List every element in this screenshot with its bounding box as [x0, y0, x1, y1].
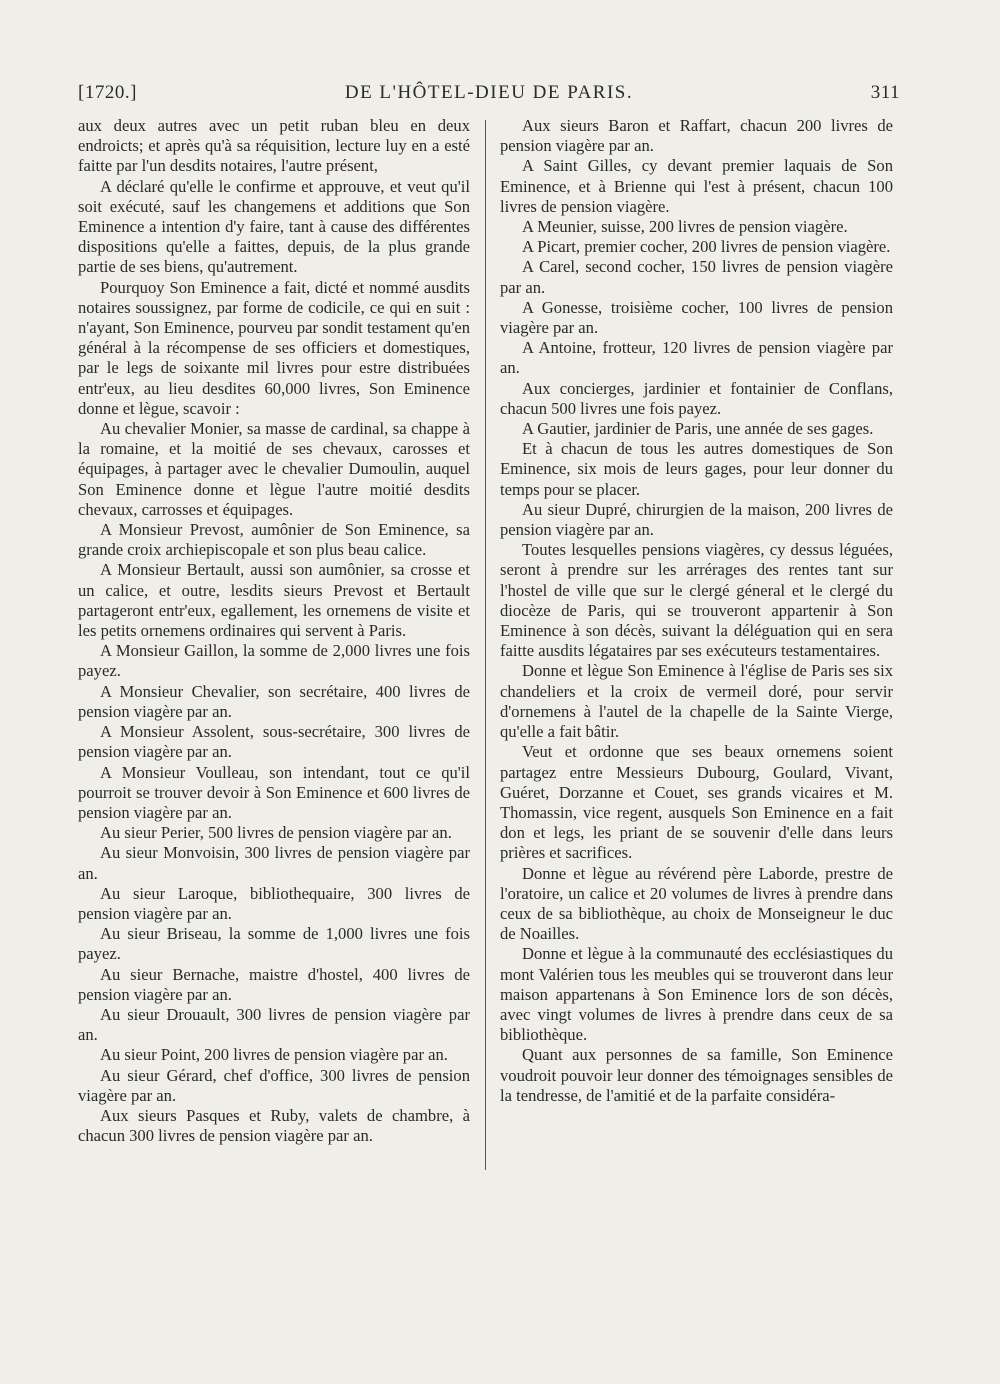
paragraph: Toutes lesquelles pensions viagères, cy dessus léguées, seront à prendre sur les arrérages des rentes tant sur l'hostel de ville que sur le clergé géneral et le clergé du diocèze de Paris, qui se trouveront appartenir à Son Eminence à son décès, suivant la déléguation qui en sera faitte ausdits légataires par ses exécuteurs testamentaires.: [500, 540, 893, 661]
paragraph: Aux concierges, jardinier et fontainier de Conflans, chacun 500 livres une fois payez.: [500, 378, 893, 418]
paragraph: Et à chacun de tous les autres domestiques de Son Eminence, six mois de leurs gages, pour leur donner du temps pour se placer.: [500, 439, 893, 499]
paragraph: A Monsieur Prevost, aumônier de Son Eminence, sa grande croix archiepiscopale et son plus beau calice.: [78, 520, 470, 560]
paragraph: Au sieur Bernache, maistre d'hostel, 400 livres de pension viagère par an.: [78, 964, 470, 1004]
paragraph: Quant aux personnes de sa famille, Son Eminence voudroit pouvoir leur donner des témoignages sensibles de la tendresse, de l'amitié et de la parfaite considéra-: [500, 1045, 893, 1105]
paragraph: aux deux autres avec un petit ruban bleu en deux endroicts; et après qu'à sa réquisition, lecture luy en a esté faitte par l'un desdits notaires, l'autre présent,: [78, 116, 470, 176]
header-title: DE L'HÔTEL-DIEU DE PARIS.: [344, 82, 634, 103]
left-column: [78, 116, 470, 1146]
paragraph: Au sieur Perier, 500 livres de pension viagère par an.: [100, 823, 452, 843]
paragraph: Au sieur Laroque, bibliothequaire, 300 livres de pension viagère par an.: [78, 883, 470, 923]
paragraph: A Monsieur Chevalier, son secrétaire, 400 livres de pension viagère par an.: [78, 681, 470, 721]
paragraph: Donne et lègue Son Eminence à l'église de Paris ses six chandeliers et la croix de vermeil doré, pour servir d'ornemens à l'autel de la chapelle de la Sainte Vierge, qu'elle a fait bâtir.: [500, 661, 893, 742]
paragraph: A déclaré qu'elle le confirme et approuve, et veut qu'il soit exécuté, sauf les changemens et additions que Son Eminence a intention d'y faire, tant à cause des différentes dispositions qu'elle a faittes, depuis, de la plus grande partie de ses biens, qu'autrement.: [78, 176, 470, 277]
paragraph: Au sieur Dupré, chirurgien de la maison, 200 livres de pension viagère par an.: [500, 499, 893, 540]
paragraph: A Saint Gilles, cy devant premier laquais de Son Eminence, et à Brienne qui l'est à présent, chacun 100 livres de pension viagère.: [500, 156, 893, 216]
paragraph: A Gautier, jardinier de Paris, une année de ses gages.: [522, 419, 874, 439]
paragraph: Veut et ordonne que ses beaux ornemens soient partagez entre Messieurs Dubourg, Goulard, Vivant, Guéret, Dorzanne et Couet, ses grands vicaires et M. Thomassin, vice regent, ausquels Son Eminence en a fait don et legs, les priant de se souvenir d'elle dans leurs prières et sacrifices.: [500, 742, 893, 863]
paragraph: Aux sieurs Baron et Raffart, chacun 200 livres de pension viagère par an.: [500, 116, 893, 156]
page-number: 311: [870, 82, 900, 103]
paragraph: A Gonesse, troisième cocher, 100 livres de pension viagère par an.: [500, 297, 893, 338]
paragraph: Donne et lègue à la communauté des ecclésiastiques du mont Valérien tous les meubles qui se trouveront dans leur maison appartenans à Son Eminence lors de son décès, avec vingt volumes de livres à prendre dans ceux de sa bibliothèque.: [500, 944, 893, 1045]
paragraph: A Antoine, frotteur, 120 livres de pension viagère par an.: [500, 338, 893, 378]
paragraph: A Monsieur Voulleau, son intendant, tout ce qu'il pourroit se trouver devoir à Son Eminence et 600 livres de pension viagère par an.: [78, 762, 470, 822]
paragraph: Au sieur Point, 200 livres de pension viagère par an.: [100, 1045, 448, 1065]
paragraph: Au sieur Monvoisin, 300 livres de pension viagère par an.: [78, 843, 470, 883]
paragraph: A Monsieur Bertault, aussi son aumônier, sa crosse et un calice, et outre, lesdits sieurs Prevost et Bertault partageront entr'eux, egallement, les ornemens de visite et les petits ornemens ordinaires qui servent à Paris.: [78, 560, 470, 641]
column-divider: [485, 120, 486, 1170]
paragraph: A Picart, premier cocher, 200 livres de pension viagère.: [522, 237, 891, 257]
header-year: [1720.]: [78, 82, 137, 103]
paragraph: Donne et lègue au révérend père Laborde, prestre de l'oratoire, un calice et 20 volumes de livres à prendre dans ceux de sa bibliothèque, au choix de Monseigneur le duc de Noailles.: [500, 863, 893, 944]
paragraph: Pourquoy Son Eminence a fait, dicté et nommé ausdits notaires soussignez, par forme de codicile, ce qui en suit : n'ayant, Son Eminence, pourveu par sondit testament qu'en général à la récompense de ses officiers et domestiques, par le legs de soixante mil livres pour estre distribuées entr'eux, au lieu desdites 60,000 livres, Son Eminence donne et lègue, scavoir :: [78, 277, 470, 418]
paragraph: A Carel, second cocher, 150 livres de pension viagère par an.: [500, 257, 893, 297]
paragraph: Au sieur Briseau, la somme de 1,000 livres une fois payez.: [78, 924, 470, 964]
running-header: [78, 82, 900, 112]
right-column: [500, 116, 893, 1106]
paragraph: A Monsieur Assolent, sous-secrétaire, 300 livres de pension viagère par an.: [78, 722, 470, 762]
paragraph: A Meunier, suisse, 200 livres de pension viagère.: [522, 217, 848, 237]
paragraph: Aux sieurs Pasques et Ruby, valets de chambre, à chacun 300 livres de pension viagère par an.: [78, 1105, 470, 1146]
paragraph: A Monsieur Gaillon, la somme de 2,000 livres une fois payez.: [78, 641, 470, 681]
paragraph: Au sieur Gérard, chef d'office, 300 livres de pension viagère par an.: [78, 1065, 470, 1105]
paragraph: Au chevalier Monier, sa masse de cardinal, sa chappe à la romaine, et la moitié de ses chevaux, carosses et équipages, à partager avec le chevalier Dumoulin, auquel Son Eminence donne et lègue l'autre moitié desdits chevaux, carrosses et équipages.: [78, 419, 470, 519]
paragraph: Au sieur Drouault, 300 livres de pension viagère par an.: [78, 1004, 470, 1045]
